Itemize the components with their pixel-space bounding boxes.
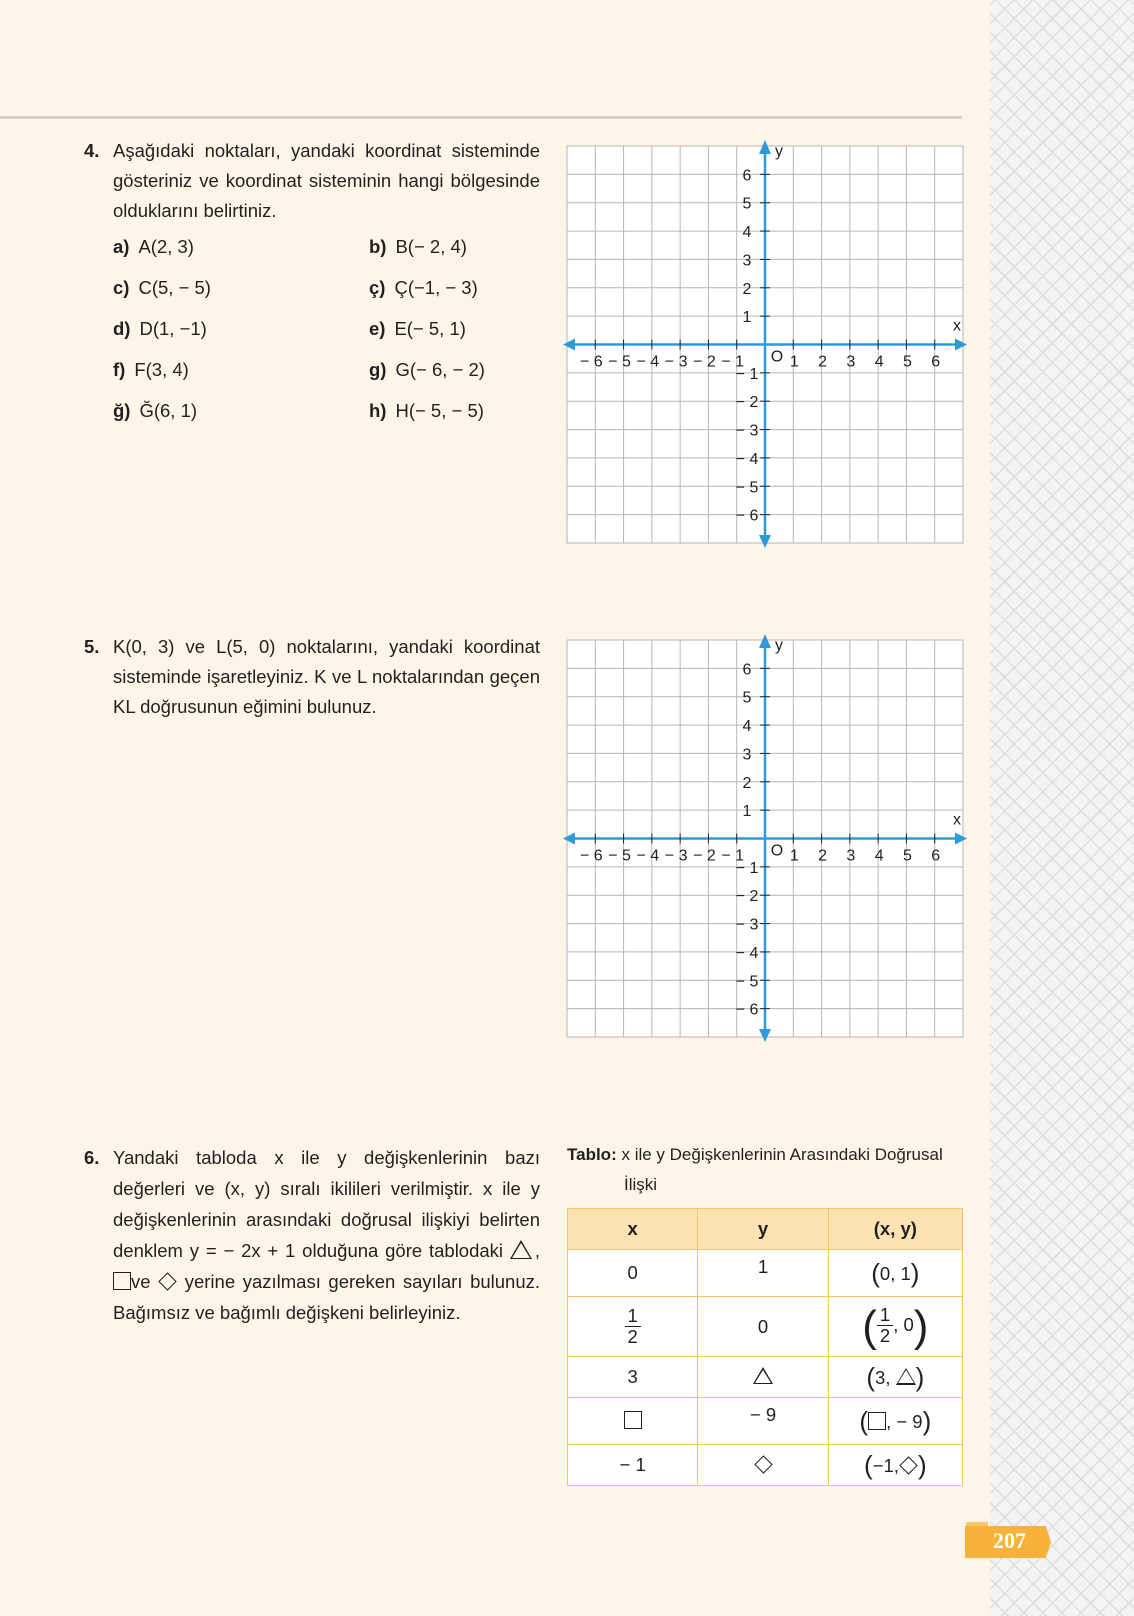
origin-label: O: [770, 348, 784, 366]
fraction-denominator: 2: [879, 1325, 891, 1347]
option-item: [369, 236, 467, 258]
pair-x-value: 3,: [875, 1366, 891, 1388]
y-tick-label: 4: [742, 718, 752, 736]
problem-6: [84, 1142, 540, 1328]
y-tick-label: 2: [742, 774, 752, 792]
open-paren-icon: (: [871, 1257, 880, 1288]
x-tick-label: 3: [846, 353, 856, 371]
fraction-numerator: 1: [625, 1306, 641, 1327]
diamond-symbol: [754, 1455, 772, 1473]
caption-label: Tablo:: [567, 1145, 617, 1164]
table-row: [568, 1297, 963, 1357]
cell-y: 0: [698, 1297, 828, 1357]
header-y: y: [698, 1209, 828, 1250]
x-tick-label: − 3: [664, 847, 688, 865]
y-tick-label: 4: [742, 224, 752, 242]
y-tick-label: − 4: [735, 450, 759, 468]
problem-5: [84, 632, 540, 722]
cell-x: [568, 1297, 698, 1357]
problem-text: K(0, 3) ve L(5, 0) noktalarını, yandaki koordinat sisteminde işaretleyiniz. K ve L noktalarından geçen KL doğrusunun eğimini bulunuz.: [113, 636, 540, 717]
fraction: [625, 1306, 641, 1347]
y-tick-label: − 3: [735, 422, 759, 440]
cell-y: [698, 1445, 828, 1486]
close-paren-icon: ): [917, 1449, 927, 1480]
page-number: 207: [993, 1528, 1026, 1553]
close-paren-icon: ): [913, 1301, 929, 1351]
square-symbol: [624, 1411, 642, 1429]
option-label: a): [113, 236, 130, 257]
cell-x: 3: [568, 1357, 698, 1398]
option-value: D(1, −1): [139, 318, 207, 339]
y-tick-label: 1: [742, 309, 752, 327]
problem-text: Aşağıdaki noktaları, yandaki koordinat sisteminde gösteriniz ve koordinat sisteminin hangi bölgesinde olduklarını belirtiniz.: [113, 140, 540, 221]
caption-text-2: İlişki: [624, 1175, 658, 1194]
origin-label: O: [770, 842, 784, 860]
x-tick-label: − 5: [608, 353, 631, 371]
x-tick-label: − 4: [636, 353, 660, 371]
cell-pair: [828, 1398, 962, 1445]
x-tick-label: 4: [874, 847, 884, 865]
caption-text: x ile y Değişkenlerinin Arasındaki Doğrusal: [621, 1145, 943, 1164]
top-rule: [0, 116, 962, 119]
y-tick-label: − 2: [735, 888, 759, 906]
fraction-denominator: 2: [627, 1326, 638, 1347]
problem-text-part-2: yerine yazılması gereken sayıları bulunuz. Bağımsız ve bağımlı değişkeni belirleyiniz.: [113, 1271, 541, 1323]
option-value: C(5, − 5): [138, 277, 211, 298]
problem-number: 5.: [84, 636, 100, 657]
cell-pair: [828, 1250, 962, 1297]
table-row: [568, 1398, 963, 1445]
header-x: x: [568, 1209, 698, 1250]
pair-value: 0, 1: [879, 1262, 911, 1284]
option-label: ğ): [113, 400, 131, 421]
problem-text: [113, 1142, 540, 1328]
option-value: A(2, 3): [138, 236, 194, 257]
y-tick-label: − 5: [735, 479, 759, 497]
x-tick-label: 3: [846, 847, 856, 865]
table-row: [568, 1445, 963, 1486]
x-tick-label: 6: [931, 847, 941, 865]
triangle-symbol: [753, 1367, 773, 1384]
x-tick-label: − 3: [664, 353, 688, 371]
option-item: [113, 359, 189, 381]
page-number-tab: [965, 1526, 1051, 1558]
option-item: [369, 400, 484, 422]
problem-text-part-1: Yandaki tabloda x ile y değişkenlerinin bazı değerleri ve (x, y) sıralı ikilileri verilmiştir. x ile y değişkenlerinin arasındaki doğrusal ilişkiyi belirten denklem y = − 2x + 1 olduğuna göre tablodaki: [113, 1147, 540, 1261]
cell-x: [568, 1398, 698, 1445]
y-tick-label: 5: [742, 689, 752, 707]
y-tick-label: 6: [742, 167, 752, 185]
y-tick-label: 3: [742, 746, 752, 764]
y-axis-label: y: [775, 637, 783, 654]
y-tick-label: − 6: [735, 1001, 759, 1019]
option-label: b): [369, 236, 387, 257]
coordinate-grid-1: [567, 143, 964, 544]
table-row: [568, 1250, 963, 1297]
option-label: h): [369, 400, 387, 421]
option-value: F(3, 4): [134, 359, 189, 380]
option-label: f): [113, 359, 126, 380]
square-symbol: [868, 1412, 886, 1430]
option-item: [369, 277, 478, 299]
option-value: B(− 2, 4): [395, 236, 467, 257]
pair-x-value: −1,: [872, 1454, 899, 1476]
fraction-numerator: 1: [877, 1305, 893, 1326]
x-tick-label: − 1: [721, 847, 745, 865]
cell-pair: [828, 1357, 962, 1398]
diamond-symbol: [899, 1456, 917, 1474]
option-item: [113, 318, 207, 340]
option-item: [369, 318, 466, 340]
y-tick-label: − 4: [735, 944, 759, 962]
pair-y-value: , − 9: [886, 1410, 923, 1432]
header-pair: (x, y): [828, 1209, 962, 1250]
option-label: d): [113, 318, 131, 339]
cell-pair: ( $\frac{1}{2}$ , 0): [828, 1297, 962, 1357]
x-tick-label: − 5: [608, 847, 631, 865]
y-tick-label: − 6: [735, 507, 759, 525]
x-tick-label: − 6: [579, 847, 603, 865]
y-axis-label: y: [775, 143, 783, 160]
side-pattern: [990, 0, 1134, 1616]
option-value: Ç(−1, − 3): [394, 277, 478, 298]
option-item: [113, 400, 197, 422]
open-paren-icon: (: [862, 1301, 877, 1351]
table-caption: [567, 1140, 977, 1200]
y-tick-label: 1: [742, 803, 752, 821]
x-tick-label: 5: [902, 847, 912, 865]
x-tick-label: 6: [931, 353, 941, 371]
table-header-row: [568, 1209, 963, 1250]
x-tick-label: 2: [818, 847, 828, 865]
option-label: c): [113, 277, 130, 298]
triangle-symbol: [896, 1368, 916, 1385]
problem-number: 4.: [84, 140, 100, 161]
problem-4: [84, 136, 540, 226]
option-label: ç): [369, 277, 386, 298]
y-tick-label: − 3: [735, 916, 759, 934]
cell-y: [698, 1357, 828, 1398]
y-tick-label: 6: [742, 661, 752, 679]
fraction: [877, 1305, 893, 1346]
open-paren-icon: (: [866, 1361, 876, 1392]
x-tick-label: 1: [789, 847, 799, 865]
cell-pair: [828, 1445, 962, 1486]
option-value: G(− 6, − 2): [395, 359, 485, 380]
y-tick-label: 2: [742, 280, 752, 298]
option-label: g): [369, 359, 387, 380]
cell-y: − 9: [698, 1398, 828, 1445]
x-tick-label: 1: [789, 353, 799, 371]
y-tick-label: 3: [742, 252, 752, 270]
close-paren-icon: ): [915, 1361, 925, 1392]
option-value: H(− 5, − 5): [395, 400, 484, 421]
cell-y: 1: [698, 1250, 828, 1297]
option-value: E(− 5, 1): [394, 318, 466, 339]
x-axis-label: x: [953, 317, 961, 335]
x-tick-label: − 2: [693, 353, 716, 371]
y-tick-label: − 1: [735, 859, 759, 877]
values-table: [567, 1208, 963, 1486]
close-paren-icon: ): [910, 1257, 920, 1288]
diamond-symbol: [158, 1272, 176, 1290]
square-symbol: [113, 1272, 131, 1290]
comma: ,: [534, 1240, 541, 1261]
option-label: e): [369, 318, 386, 339]
coordinate-grid-2: [567, 637, 964, 1038]
problem-number: 6.: [84, 1147, 100, 1168]
cell-x: − 1: [568, 1445, 698, 1486]
option-item: [113, 236, 194, 258]
x-tick-label: − 2: [693, 847, 716, 865]
open-paren-icon: (: [859, 1405, 869, 1436]
x-tick-label: 4: [874, 353, 884, 371]
close-paren-icon: ): [922, 1405, 932, 1436]
x-tick-label: − 4: [636, 847, 660, 865]
y-tick-label: − 5: [735, 973, 759, 991]
word-ve: ve: [131, 1271, 151, 1292]
cell-x: 0: [568, 1250, 698, 1297]
option-value: Ğ(6, 1): [139, 400, 198, 421]
table-row: [568, 1357, 963, 1398]
x-tick-label: 5: [902, 353, 912, 371]
x-tick-label: 2: [818, 353, 828, 371]
open-paren-icon: (: [864, 1449, 873, 1480]
option-item: [369, 359, 485, 381]
x-tick-label: − 1: [721, 353, 745, 371]
y-tick-label: 5: [742, 195, 752, 213]
y-tick-label: − 1: [735, 365, 759, 383]
option-item: [113, 277, 211, 299]
triangle-symbol: [510, 1240, 532, 1259]
x-axis-label: x: [953, 811, 961, 829]
x-tick-label: − 6: [579, 353, 603, 371]
pair-y-value: 0: [903, 1313, 914, 1335]
y-tick-label: − 2: [735, 394, 759, 412]
